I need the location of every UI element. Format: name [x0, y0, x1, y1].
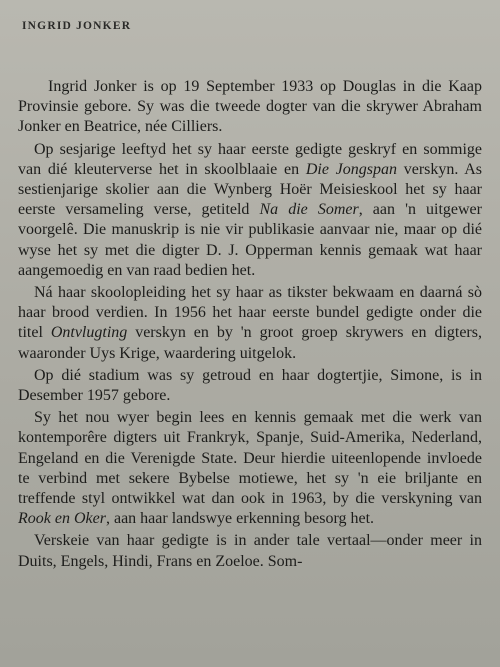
italic-title: Ontvlugting: [50, 324, 128, 342]
paragraph: [18, 366, 482, 406]
running-header: INGRID JONKER: [22, 20, 132, 32]
paragraph: [18, 408, 482, 529]
paragraph: [18, 283, 482, 364]
text-run: Verskeie van haar gedigte is in ander tale vertaal—onder meer in Duits, Engels, Hindi, Frans en Zoeloe. Som-: [18, 532, 482, 570]
text-run: Ná haar skoolopleiding het sy haar as tikster bekwaam en daarná sò haar brood verdien. In 1956 het haar eerste bundel gedigte onder die titel: [18, 284, 482, 342]
text-run: Op dié stadium was sy getroud en haar dogtertjie, Simone, is in Desember 1957 gebore.: [18, 366, 482, 405]
paragraph: [18, 531, 482, 571]
text-run: Ingrid Jonker is op 19 September 1933 op Douglas in die Kaap Provinsie gebore. Sy was die tweede dogter van die skrywer Abraham Jonker en Beatrice, née Cilliers.: [18, 78, 482, 136]
text-run: Op sesjarige leeftyd het sy haar eerste gedigte geskryf en sommige van dié kleuterverse het in skoolblaaie en: [18, 140, 482, 178]
paragraph: [18, 77, 482, 138]
text-run: , aan haar landswye erkenning besorg het.: [105, 510, 375, 528]
italic-title: Rook en Oker: [18, 510, 106, 528]
text-run: Sy het nou wyer begin lees en kennis gemaak met die werk van kontemporêre digters uit Frankryk, Spanje, Suid-Amerika, Nederland, Engeland en die Verenigde State. Deur hierdie uiteenlopende invloede te verbind met sekere Bybelse motiewe, het sy 'n eie briljante en treffende styl ontwikkel wat dan ook in 1963, by die verskyning van: [18, 409, 482, 508]
body-text: [18, 77, 482, 574]
italic-title: Na die Somer: [259, 201, 359, 219]
text-run: verskyn. As sestienjarige skolier aan die Wynberg Hoër Meisieskool het sy haar eerste versameling verse, getiteld: [18, 160, 482, 219]
italic-title: Die Jongspan: [305, 160, 397, 178]
paragraph: [18, 140, 482, 281]
text-run: , aan 'n uitgewer voorgelê. Die manuskrip is nie vir publikasie aanvaar nie, maar op dié wyse het sy met die digter D. J. Opperman kennis gemaak wat haar aangemoedig en van raad bedien het.: [18, 201, 482, 279]
text-run: verskyn en by 'n groot groep skrywers en digters, waaronder Uys Krige, waardering uitgelok.: [18, 324, 482, 362]
